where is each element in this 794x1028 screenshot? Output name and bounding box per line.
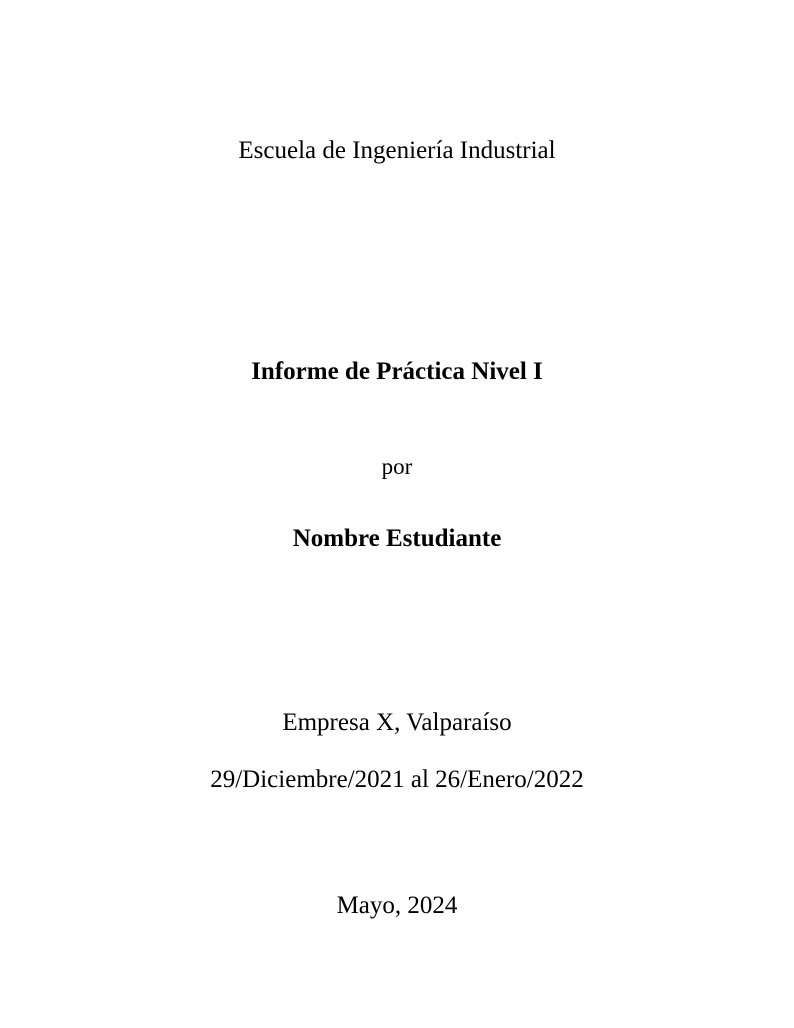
byline-label: por: [381, 454, 413, 479]
internship-period: 29/Diciembre/2021 al 26/Enero/2022: [210, 766, 584, 793]
company-location: Empresa X, Valparaíso: [282, 709, 512, 736]
publication-date: Mayo, 2024: [336, 892, 458, 919]
document-title: Informe de Práctica Nivel I: [251, 358, 543, 385]
author-name: Nombre Estudiante: [292, 525, 502, 552]
school-name: Escuela de Ingeniería Industrial: [238, 137, 556, 164]
